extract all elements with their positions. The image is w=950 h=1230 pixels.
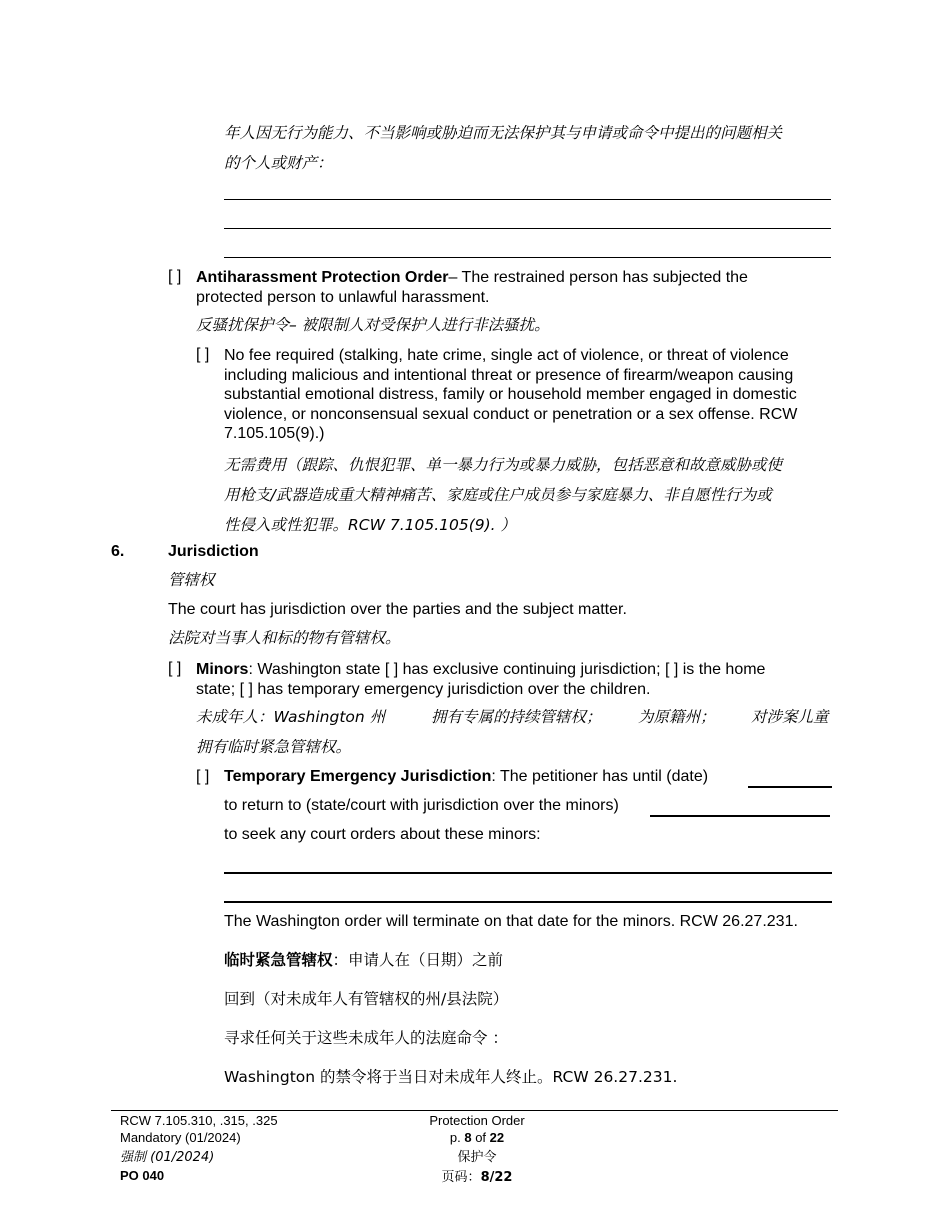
jurisdiction-statement: The court has jurisdiction over the parties and the subject matter. — [168, 601, 627, 618]
no-fee-text: No fee required (stalking, hate crime, single act of violence, or threat of violence including malicious and intentional threat or presence of firearm/weapon causing substantial emotional distress, family or household member engaged in domestic violence, or nonconsensual sexual conduct or penetration or a sex offense. RCW 7.105.105(9).) — [224, 347, 798, 442]
footer-rcw: RCW 7.105.310, .315, .325 — [120, 1113, 278, 1128]
blank-line-2[interactable] — [224, 228, 831, 229]
footer-center — [388, 1112, 566, 1186]
antiharassment-title: Antiharassment Protection Order — [196, 269, 449, 286]
footer-doc-title: Protection Order — [429, 1113, 525, 1128]
temporary-text2: to return to (state/court with jurisdiction over the minors) — [224, 797, 619, 814]
antiharassment-checkbox[interactable]: [ ] — [168, 268, 182, 285]
footer-doc-title-zh: 保护令 — [457, 1150, 497, 1165]
no-fee-zh: 无需费用（跟踪、仇恨犯罪、单一暴力行为或暴力威胁，包括恶意和故意威胁或使 用枪支/武器造成重大精神痛苦、家庭或住户成员参与家庭暴力、非自愿性行为或 性侵入或性犯罪。RCW 7.105.105(9). ） — [224, 456, 783, 534]
continuation-text: 年人因无行为能力、不当影响或胁迫而无法保护其与申请或命令中提出的问题相关 的个人或财产： — [224, 124, 783, 172]
date-blank[interactable] — [748, 786, 832, 788]
temporary-text3: to seek any court orders about these minors: — [224, 826, 541, 843]
no-fee-checkbox[interactable]: [ ] — [196, 346, 210, 363]
footer-divider — [111, 1110, 838, 1111]
jurisdiction-statement-zh: 法院对当事人和标的物有管辖权。 — [168, 629, 401, 647]
court-orders-blank-2[interactable] — [224, 901, 832, 903]
minors-zh: 未成年人：Washington 州 拥有专属的持续管辖权； 为原籍州； 对涉案儿童 — [196, 708, 829, 726]
temporary-text1: Temporary Emergency Jurisdiction: The petitioner has until (date) — [224, 768, 709, 785]
antiharassment-text: Antiharassment Protection Order– The restrained person has subjected the protected person to unlawful harassment. — [196, 269, 748, 306]
minors-label: Minors — [196, 661, 249, 678]
temporary-label: Temporary Emergency Jurisdiction — [224, 768, 492, 785]
section-number: 6. — [111, 543, 125, 560]
temporary-zh-3: 寻求任何关于这些未成年人的法庭命令 ： — [224, 1029, 508, 1047]
minors-text: Minors: Washington state [ ] has exclusive continuing jurisdiction; [ ] is the home state; [ ] has temporary emergency jurisdiction over the children. — [196, 661, 766, 698]
footer-mandatory: Mandatory (01/2024) — [120, 1130, 241, 1145]
temporary-zh-1: 临时紧急管辖权：申请人在（日期）之前 — [224, 951, 504, 969]
terminate-text: The Washington order will terminate on that date for the minors. RCW 26.27.231. — [224, 913, 798, 930]
footer-form-id: PO 040 — [120, 1168, 165, 1183]
temporary-zh-2: 回到（对未成年人有管辖权的州/县法院） — [224, 990, 509, 1008]
court-orders-blank-1[interactable] — [224, 872, 832, 874]
footer-page: p. 8 of 22 — [449, 1130, 505, 1145]
temporary-checkbox[interactable]: [ ] — [196, 768, 210, 785]
section-title: Jurisdiction — [168, 543, 259, 560]
minors-zh-line2: 拥有临时紧急管辖权。 — [196, 738, 352, 756]
minors-checkbox[interactable]: [ ] — [168, 660, 182, 677]
footer-mandatory-zh: 强制 (01/2024) — [120, 1150, 215, 1165]
footer-left — [120, 1112, 278, 1184]
terminate-zh: Washington 的禁令将于当日对未成年人终止。RCW 26.27.231. — [224, 1068, 678, 1086]
blank-line-3[interactable] — [224, 257, 831, 258]
footer-page-zh: 页码：8/22 — [441, 1170, 513, 1185]
state-court-blank[interactable] — [650, 815, 830, 817]
antiharassment-zh: 反骚扰保护令– 被限制人对受保护人进行非法骚扰。 — [196, 316, 550, 334]
section-title-zh: 管辖权 — [168, 571, 215, 589]
blank-line-1[interactable] — [224, 199, 831, 200]
